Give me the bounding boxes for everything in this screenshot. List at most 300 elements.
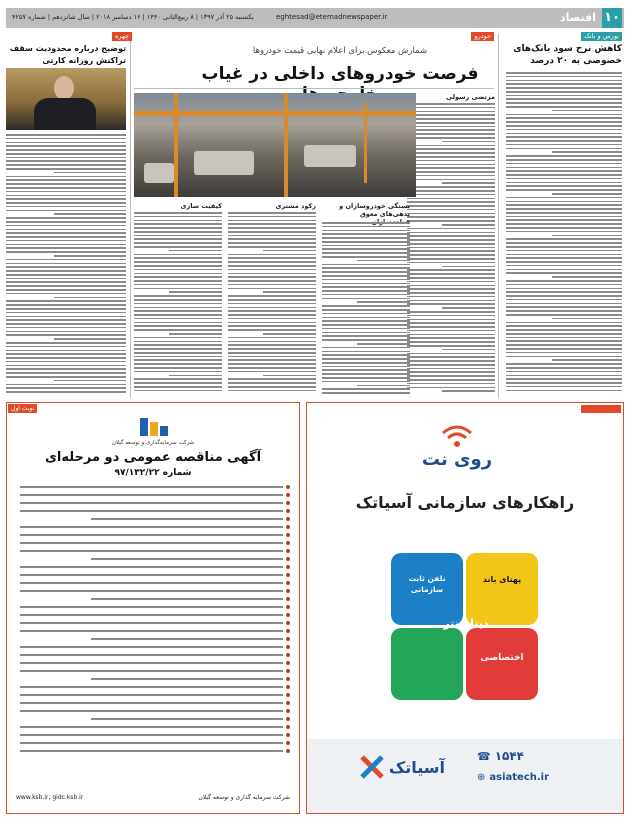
text-line bbox=[54, 338, 126, 340]
text-line bbox=[322, 230, 410, 232]
tender-clause bbox=[16, 644, 290, 649]
text-line bbox=[552, 110, 622, 112]
text-line bbox=[20, 750, 283, 752]
tender-clause bbox=[16, 668, 290, 673]
phone-icon: ☎ bbox=[477, 749, 491, 763]
text-line bbox=[6, 270, 126, 272]
bullet-icon bbox=[286, 597, 290, 601]
text-line bbox=[6, 346, 126, 348]
text-line bbox=[442, 307, 495, 309]
text-line bbox=[6, 289, 126, 291]
text-line bbox=[134, 314, 222, 316]
tender-clause bbox=[16, 500, 290, 505]
bullet-icon bbox=[286, 677, 290, 681]
tender-footer-web[interactable]: www.ksb.ir, gidc.ksb.ir bbox=[16, 794, 84, 801]
text-line bbox=[322, 358, 410, 360]
text-line bbox=[6, 229, 126, 231]
tender-clause bbox=[16, 604, 290, 609]
text-line bbox=[6, 353, 126, 355]
text-line bbox=[506, 322, 622, 324]
text-line bbox=[6, 368, 126, 370]
text-line bbox=[322, 324, 410, 326]
text-line bbox=[506, 382, 622, 384]
bullet-icon bbox=[286, 517, 290, 521]
text-line bbox=[407, 383, 495, 385]
text-line bbox=[506, 174, 622, 176]
text-line bbox=[6, 319, 126, 321]
tender-clause bbox=[16, 532, 290, 537]
text-line bbox=[6, 232, 126, 234]
text-line bbox=[506, 356, 622, 358]
piece-label-phone: تلفن ثابت سازمانی bbox=[408, 574, 446, 594]
piece-label-datacenter: دیتاسنتر bbox=[443, 617, 489, 630]
left-headline: توضیح درباره محدودیت سقف تراکنش روزانه کارتی bbox=[9, 44, 126, 65]
text-line bbox=[322, 222, 410, 224]
text-line bbox=[20, 670, 283, 672]
text-line bbox=[322, 275, 410, 277]
text-line bbox=[506, 91, 622, 93]
text-line bbox=[20, 566, 283, 568]
text-line bbox=[134, 386, 222, 388]
text-line bbox=[6, 365, 126, 367]
text-line bbox=[228, 322, 316, 324]
text-line bbox=[322, 339, 410, 341]
text-line bbox=[228, 378, 316, 380]
text-line bbox=[407, 129, 495, 131]
text-line bbox=[322, 328, 410, 330]
text-line bbox=[552, 276, 622, 278]
text-line bbox=[407, 285, 495, 287]
bullet-icon bbox=[286, 541, 290, 545]
text-line bbox=[407, 145, 495, 147]
bullet-icon bbox=[286, 621, 290, 625]
text-line bbox=[20, 502, 283, 504]
text-line bbox=[407, 171, 495, 173]
dateline: یکشنبه ۲۵ آذر ۱۳۹۷ | ۸ ربیع‌الثانی ۱۴۴۰ | ۱۶ دسامبر ۲۰۱۸ | سال شانزدهم | شماره ۴۲۵۷ bbox=[12, 13, 254, 21]
text-line bbox=[134, 337, 222, 339]
text-line bbox=[6, 372, 126, 374]
bullet-icon bbox=[286, 509, 290, 513]
title-rule bbox=[134, 88, 494, 89]
text-line bbox=[506, 254, 622, 256]
text-line bbox=[228, 242, 316, 244]
text-line bbox=[134, 371, 222, 373]
section-email[interactable]: eghtesad@etemadnewspaper.ir bbox=[276, 13, 388, 21]
text-line bbox=[322, 317, 410, 319]
website-contact[interactable] bbox=[477, 772, 549, 783]
text-line bbox=[407, 243, 495, 245]
text-line bbox=[20, 686, 283, 688]
text-line bbox=[6, 244, 126, 246]
text-line bbox=[134, 254, 222, 256]
text-line bbox=[20, 494, 283, 496]
text-line bbox=[407, 371, 495, 373]
text-line bbox=[552, 359, 622, 361]
text-line bbox=[6, 191, 126, 193]
text-line bbox=[506, 117, 622, 119]
column-divider-left bbox=[130, 34, 131, 398]
text-line bbox=[6, 281, 126, 283]
text-line bbox=[407, 220, 495, 222]
text-line bbox=[506, 337, 622, 339]
text-line bbox=[322, 248, 410, 250]
main-title: فرصت خودروهای داخلی در غیاب bbox=[201, 64, 479, 84]
text-line bbox=[54, 380, 126, 382]
text-line bbox=[407, 273, 495, 275]
piece-label-dedicated: اختصاصی bbox=[480, 653, 524, 663]
text-line bbox=[20, 654, 283, 656]
text-line bbox=[228, 352, 316, 354]
text-line bbox=[407, 368, 495, 370]
text-line bbox=[407, 300, 495, 302]
text-line bbox=[6, 210, 126, 212]
text-line bbox=[322, 245, 410, 247]
text-line bbox=[134, 322, 222, 324]
text-line bbox=[442, 349, 495, 351]
main-kicker: شمارش معکوس برای اعلام نهایی قیمت خودروها bbox=[252, 46, 428, 56]
text-line bbox=[91, 718, 283, 720]
text-line bbox=[322, 362, 410, 364]
text-line bbox=[134, 242, 222, 244]
text-line bbox=[6, 259, 126, 261]
text-line bbox=[506, 133, 622, 135]
text-line bbox=[552, 318, 622, 320]
text-line bbox=[6, 274, 126, 276]
bullet-icon bbox=[286, 549, 290, 553]
bullet-icon bbox=[286, 485, 290, 489]
text-line bbox=[407, 330, 495, 332]
text-line bbox=[407, 179, 495, 181]
text-line bbox=[6, 160, 126, 162]
text-line bbox=[407, 303, 495, 305]
text-line bbox=[506, 106, 622, 108]
text-line bbox=[6, 278, 126, 280]
tender-clause bbox=[16, 612, 290, 617]
text-line bbox=[506, 189, 622, 191]
text-line bbox=[506, 261, 622, 263]
phone-contact[interactable] bbox=[477, 749, 524, 763]
text-line bbox=[6, 202, 126, 204]
bullet-icon bbox=[286, 661, 290, 665]
text-line bbox=[407, 360, 495, 362]
factory-photo bbox=[134, 93, 416, 197]
bullet-icon bbox=[286, 653, 290, 657]
tender-clause bbox=[16, 676, 290, 681]
text-line bbox=[134, 352, 222, 354]
right-column-headline bbox=[506, 43, 622, 67]
text-line bbox=[506, 204, 622, 206]
bullet-icon bbox=[286, 501, 290, 505]
piece-label-bandwidth: پهنای باند bbox=[482, 575, 522, 584]
text-line bbox=[6, 142, 126, 144]
column-divider bbox=[498, 34, 499, 398]
text-line bbox=[134, 295, 222, 297]
text-line bbox=[407, 122, 495, 124]
tender-footer bbox=[16, 794, 290, 801]
text-line bbox=[506, 340, 622, 342]
official-portrait bbox=[6, 68, 126, 130]
text-line bbox=[407, 247, 495, 249]
tender-clause bbox=[16, 660, 290, 665]
text-line bbox=[6, 327, 126, 329]
main-column-1 bbox=[407, 103, 495, 398]
tender-clause bbox=[16, 636, 290, 641]
text-line bbox=[20, 526, 283, 528]
text-line bbox=[20, 662, 283, 664]
bullet-icon bbox=[286, 589, 290, 593]
text-line bbox=[407, 250, 495, 252]
text-line bbox=[322, 335, 410, 337]
text-line bbox=[228, 231, 316, 233]
text-line bbox=[322, 298, 410, 300]
text-line bbox=[506, 371, 622, 373]
bullet-icon bbox=[286, 701, 290, 705]
text-line bbox=[20, 726, 283, 728]
wifi-icon bbox=[437, 421, 477, 449]
text-line bbox=[407, 160, 495, 162]
tender-clause bbox=[16, 708, 290, 713]
text-line bbox=[6, 266, 126, 268]
main-column-2 bbox=[322, 222, 410, 398]
subhead-1: رکود مشتری bbox=[275, 202, 316, 210]
text-line bbox=[228, 307, 316, 309]
text-line bbox=[506, 114, 622, 116]
text-line bbox=[228, 318, 316, 320]
text-line bbox=[506, 102, 622, 104]
text-line bbox=[322, 290, 410, 292]
brand-top: روی نت bbox=[421, 449, 493, 470]
text-line bbox=[6, 187, 126, 189]
main-column-3 bbox=[228, 212, 316, 398]
text-line bbox=[6, 195, 126, 197]
text-line bbox=[442, 390, 495, 392]
tender-clause bbox=[16, 524, 290, 529]
bullet-icon bbox=[286, 685, 290, 689]
text-line bbox=[506, 306, 622, 308]
text-line bbox=[407, 198, 495, 200]
puzzle-graphic bbox=[391, 553, 541, 703]
text-line bbox=[322, 252, 410, 254]
text-line bbox=[506, 265, 622, 267]
text-line bbox=[228, 261, 316, 263]
text-line bbox=[228, 363, 316, 365]
text-line bbox=[506, 185, 622, 187]
text-line bbox=[506, 219, 622, 221]
text-line bbox=[134, 390, 222, 392]
text-line bbox=[228, 288, 316, 290]
text-line bbox=[134, 238, 222, 240]
text-line bbox=[6, 149, 126, 151]
text-line bbox=[322, 351, 410, 353]
text-line bbox=[506, 231, 622, 233]
byline: مرتضی رسولی bbox=[446, 93, 495, 101]
text-line bbox=[407, 194, 495, 196]
text-line bbox=[506, 367, 622, 369]
text-line bbox=[134, 363, 222, 365]
text-line bbox=[6, 134, 126, 136]
text-line bbox=[407, 387, 495, 389]
text-line bbox=[20, 742, 283, 744]
text-line bbox=[322, 279, 410, 281]
text-line bbox=[506, 288, 622, 290]
tender-clause bbox=[16, 748, 290, 753]
right-headline: کاهش نرخ سود بانک‌های خصوصی به ۲۰ درصد bbox=[513, 44, 622, 66]
text-line bbox=[357, 343, 410, 345]
ad-top-bar bbox=[581, 405, 621, 413]
text-line bbox=[322, 366, 410, 368]
bullet-icon bbox=[286, 573, 290, 577]
bullet-icon bbox=[286, 749, 290, 753]
text-line bbox=[506, 303, 622, 305]
text-line bbox=[506, 291, 622, 293]
text-line bbox=[263, 333, 316, 335]
text-line bbox=[134, 284, 222, 286]
text-line bbox=[322, 354, 410, 356]
text-line bbox=[407, 148, 495, 150]
text-line bbox=[506, 87, 622, 89]
tender-title: آگهی مناقصه عمومی دو مرحله‌ای bbox=[44, 450, 262, 465]
text-line bbox=[506, 238, 622, 240]
text-line bbox=[506, 314, 622, 316]
text-line bbox=[506, 80, 622, 82]
text-line bbox=[134, 348, 222, 350]
text-line bbox=[228, 254, 316, 256]
text-line bbox=[322, 271, 410, 273]
text-line bbox=[20, 630, 283, 632]
bullet-icon bbox=[286, 565, 290, 569]
text-line bbox=[20, 534, 283, 536]
text-line bbox=[407, 164, 495, 166]
tender-clause bbox=[16, 564, 290, 569]
tender-clause bbox=[16, 516, 290, 521]
bullet-icon bbox=[286, 725, 290, 729]
text-line bbox=[552, 151, 622, 153]
text-line bbox=[228, 348, 316, 350]
text-line bbox=[54, 297, 126, 299]
bullet-icon bbox=[286, 557, 290, 561]
text-line bbox=[506, 167, 622, 169]
text-line bbox=[322, 241, 410, 243]
text-line bbox=[134, 329, 222, 331]
puzzle-piece-green bbox=[391, 628, 463, 700]
text-line bbox=[6, 285, 126, 287]
text-line bbox=[506, 155, 622, 157]
text-line bbox=[407, 213, 495, 215]
text-line bbox=[506, 182, 622, 184]
text-line bbox=[322, 305, 410, 307]
text-line bbox=[228, 359, 316, 361]
text-line bbox=[407, 254, 495, 256]
text-line bbox=[134, 276, 222, 278]
text-line bbox=[407, 322, 495, 324]
text-line bbox=[6, 236, 126, 238]
text-line bbox=[407, 319, 495, 321]
text-line bbox=[407, 326, 495, 328]
text-line bbox=[322, 388, 410, 390]
bullet-icon bbox=[286, 645, 290, 649]
text-line bbox=[228, 284, 316, 286]
asiatech-logo-text: آسیاتک bbox=[388, 757, 445, 777]
text-line bbox=[506, 95, 622, 97]
text-line bbox=[506, 83, 622, 85]
tender-clause bbox=[16, 588, 290, 593]
text-line bbox=[407, 334, 495, 336]
text-line bbox=[228, 344, 316, 346]
text-line bbox=[6, 179, 126, 181]
text-line bbox=[20, 574, 283, 576]
text-line bbox=[407, 107, 495, 109]
text-line bbox=[20, 614, 283, 616]
text-line bbox=[322, 264, 410, 266]
text-line bbox=[20, 550, 283, 552]
text-line bbox=[407, 288, 495, 290]
text-line bbox=[134, 246, 222, 248]
phone-number: ۱۵۴۴ bbox=[494, 749, 524, 763]
text-line bbox=[6, 391, 126, 393]
text-line bbox=[407, 114, 495, 116]
text-line bbox=[407, 311, 495, 313]
text-line bbox=[322, 373, 410, 375]
text-line bbox=[228, 390, 316, 392]
bullet-icon bbox=[286, 525, 290, 529]
text-line bbox=[6, 308, 126, 310]
text-line bbox=[407, 315, 495, 317]
asiatech-logo bbox=[325, 747, 445, 787]
bullet-icon bbox=[286, 581, 290, 585]
section-tag-left: چهره bbox=[112, 32, 132, 41]
tender-clause bbox=[16, 652, 290, 657]
text-line bbox=[407, 201, 495, 203]
text-line bbox=[20, 702, 283, 704]
tender-corner-tag: نوبت اول bbox=[8, 404, 37, 413]
text-line bbox=[228, 310, 316, 312]
text-line bbox=[6, 225, 126, 227]
text-line bbox=[134, 367, 222, 369]
text-line bbox=[407, 137, 495, 139]
text-line bbox=[6, 316, 126, 318]
text-line bbox=[134, 378, 222, 380]
text-line bbox=[6, 251, 126, 253]
text-line bbox=[407, 216, 495, 218]
text-line bbox=[322, 332, 410, 334]
text-line bbox=[506, 216, 622, 218]
bullet-icon bbox=[286, 669, 290, 673]
text-line bbox=[134, 382, 222, 384]
text-line bbox=[407, 262, 495, 264]
text-line bbox=[407, 175, 495, 177]
text-line bbox=[407, 205, 495, 207]
text-line bbox=[506, 310, 622, 312]
text-line bbox=[6, 206, 126, 208]
text-line bbox=[506, 223, 622, 225]
text-line bbox=[134, 307, 222, 309]
main-column-4 bbox=[134, 212, 222, 398]
text-line bbox=[6, 240, 126, 242]
text-line bbox=[357, 301, 410, 303]
text-line bbox=[263, 375, 316, 377]
text-line bbox=[169, 291, 222, 293]
text-line bbox=[6, 376, 126, 378]
text-line bbox=[134, 356, 222, 358]
text-line bbox=[506, 72, 622, 74]
text-line bbox=[134, 318, 222, 320]
text-line bbox=[228, 280, 316, 282]
section-tag-right: بورس و بانک bbox=[581, 32, 622, 41]
text-line bbox=[134, 231, 222, 233]
text-line bbox=[263, 250, 316, 252]
tender-clause bbox=[16, 580, 290, 585]
text-line bbox=[134, 257, 222, 259]
